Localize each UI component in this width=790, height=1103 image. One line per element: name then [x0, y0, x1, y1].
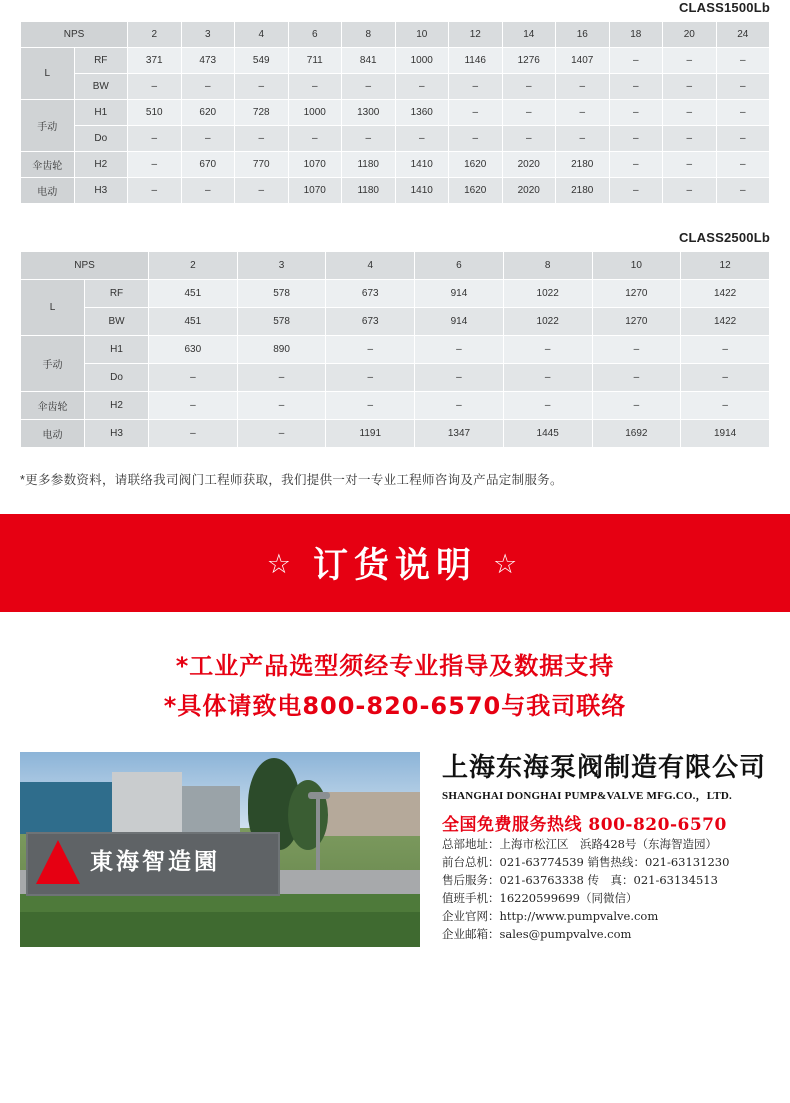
cell: 1410	[395, 178, 449, 204]
headline-line-1: *工业产品选型须经专业指导及数据支持	[175, 652, 615, 680]
cell: 1360	[395, 100, 449, 126]
table-row	[21, 126, 770, 152]
cell: –	[149, 420, 238, 448]
cell: 578	[237, 280, 326, 308]
cell: –	[449, 100, 503, 126]
col-head: 8	[342, 22, 396, 48]
cell: 1022	[503, 280, 592, 308]
email-line[interactable]: 企业邮箱：sales@pumpvalve.com	[442, 927, 632, 941]
photo-wall-text: 東海智造園	[90, 849, 220, 875]
col-head: 4	[326, 252, 415, 280]
table-block-1500	[20, 0, 770, 204]
headline-block	[0, 646, 790, 726]
cell: –	[128, 74, 182, 100]
contact-line: 值班手机：16220599699（同微信）	[442, 891, 638, 905]
footnote: *更多参数资料，请联络我司阀门工程师获取，我们提供一对一专业工程师咨询及产品定制服务。	[20, 473, 563, 487]
cell: 914	[415, 280, 504, 308]
cell: –	[681, 392, 770, 420]
row-sub-label: RF	[74, 48, 128, 74]
cell: –	[681, 336, 770, 364]
cell: 1146	[449, 48, 503, 74]
cell: 770	[235, 152, 289, 178]
cell: –	[716, 100, 770, 126]
cell: –	[609, 48, 663, 74]
col-head: 8	[503, 252, 592, 280]
cell: 1445	[503, 420, 592, 448]
cell: –	[609, 178, 663, 204]
cell: 1180	[342, 178, 396, 204]
table-row	[21, 420, 770, 448]
col-head: 24	[716, 22, 770, 48]
cell: 1422	[681, 280, 770, 308]
cell: –	[326, 364, 415, 392]
cell: –	[128, 152, 182, 178]
cell: 1270	[592, 280, 681, 308]
photo-building-1	[20, 782, 112, 834]
cell: –	[237, 364, 326, 392]
cell: 371	[128, 48, 182, 74]
col-head: 2	[149, 252, 238, 280]
cell: 578	[237, 308, 326, 336]
cell: –	[609, 74, 663, 100]
cell: –	[556, 74, 610, 100]
row-sub-label: H2	[85, 392, 149, 420]
footer	[20, 752, 770, 947]
table-block-2500	[20, 230, 770, 448]
cell: –	[609, 100, 663, 126]
cell: –	[415, 336, 504, 364]
table-row	[21, 364, 770, 392]
table-row	[21, 178, 770, 204]
col-head: 3	[181, 22, 235, 48]
cell: 451	[149, 308, 238, 336]
company-info	[420, 752, 770, 947]
cell: –	[181, 74, 235, 100]
table-row	[21, 308, 770, 336]
cell: –	[395, 126, 449, 152]
row-sub-label: BW	[74, 74, 128, 100]
company-name-en: SHANGHAI DONGHAI PUMP&VALVE MFG.CO.，LTD.	[442, 790, 732, 802]
cell: 1276	[502, 48, 556, 74]
cell: 673	[326, 308, 415, 336]
contact-line: 前台总机：021-63774539 销售热线：021-63131230	[442, 855, 730, 869]
cell: 1022	[503, 308, 592, 336]
cell: 841	[342, 48, 396, 74]
cell: –	[237, 392, 326, 420]
cell: 1270	[592, 308, 681, 336]
cell: –	[609, 126, 663, 152]
contact-line: 售后服务：021-63763338 传 真：021-63134513	[442, 873, 718, 887]
col-head: 10	[395, 22, 449, 48]
cell: 1191	[326, 420, 415, 448]
cell: 673	[326, 280, 415, 308]
cell: –	[415, 392, 504, 420]
spec-table-1500	[20, 21, 770, 204]
table-row	[21, 48, 770, 74]
cell: 1347	[415, 420, 504, 448]
cell: 620	[181, 100, 235, 126]
row-group-label: 电动	[21, 420, 85, 448]
banner-title: 订货说明	[312, 546, 477, 586]
cell: –	[592, 364, 681, 392]
order-instructions-banner	[0, 514, 790, 612]
star-right-icon: ☆	[493, 549, 524, 580]
cell: 1000	[395, 48, 449, 74]
cell: –	[592, 392, 681, 420]
header-nps: NPS	[21, 252, 149, 280]
cell: –	[128, 178, 182, 204]
cell: –	[395, 74, 449, 100]
photo-building-3	[182, 786, 240, 834]
table-title-2500: CLASS2500Lb	[678, 230, 770, 245]
cell: 2020	[502, 152, 556, 178]
photo-building-4	[320, 792, 420, 836]
cell: –	[449, 74, 503, 100]
row-group-label: 伞齿轮	[21, 392, 85, 420]
col-head: 4	[235, 22, 289, 48]
cell: –	[716, 126, 770, 152]
cell: –	[503, 392, 592, 420]
row-group-label: L	[21, 48, 75, 100]
cell: 2020	[502, 178, 556, 204]
cell: 1410	[395, 152, 449, 178]
cell: 728	[235, 100, 289, 126]
cell: –	[288, 74, 342, 100]
row-sub-label: H3	[85, 420, 149, 448]
col-head: 12	[449, 22, 503, 48]
cell: –	[716, 152, 770, 178]
cell: –	[128, 126, 182, 152]
cell: –	[716, 178, 770, 204]
col-head: 14	[502, 22, 556, 48]
contact-line: 总部地址：上海市松江区 浜路428号（东海智造园）	[442, 837, 717, 851]
cell: –	[235, 178, 289, 204]
cell: 1914	[681, 420, 770, 448]
row-group-label: 手动	[21, 100, 75, 152]
row-sub-label: H3	[74, 178, 128, 204]
cell: –	[663, 48, 717, 74]
col-head: 16	[556, 22, 610, 48]
hotline: 全国免费服务热线 800-820-6570	[442, 815, 727, 835]
row-group-label: 电动	[21, 178, 75, 204]
cell: –	[663, 178, 717, 204]
company-name-cn: 上海东海泵阀制造有限公司	[442, 753, 767, 783]
row-sub-label: H2	[74, 152, 128, 178]
cell: –	[663, 152, 717, 178]
table-row	[21, 336, 770, 364]
cell: –	[181, 178, 235, 204]
cell: –	[149, 364, 238, 392]
table-row	[21, 280, 770, 308]
row-sub-label: RF	[85, 280, 149, 308]
cell: –	[609, 152, 663, 178]
cell: 1070	[288, 152, 342, 178]
banner-content	[251, 538, 539, 588]
col-head: 12	[681, 252, 770, 280]
col-head: 6	[415, 252, 504, 280]
row-sub-label: H1	[74, 100, 128, 126]
factory-photo	[20, 752, 420, 947]
cell: –	[592, 336, 681, 364]
header-nps: NPS	[21, 22, 128, 48]
row-group-label: 伞齿轮	[21, 152, 75, 178]
col-head: 3	[237, 252, 326, 280]
cell: –	[681, 364, 770, 392]
cell: –	[288, 126, 342, 152]
cell: 451	[149, 280, 238, 308]
col-head: 6	[288, 22, 342, 48]
table-title-1500: CLASS1500Lb	[678, 0, 770, 15]
cell: –	[149, 392, 238, 420]
cell: 890	[237, 336, 326, 364]
cell: 1000	[288, 100, 342, 126]
col-head: 2	[128, 22, 182, 48]
cell: –	[716, 74, 770, 100]
cell: 670	[181, 152, 235, 178]
cell: 630	[149, 336, 238, 364]
cell: –	[502, 126, 556, 152]
cell: –	[237, 420, 326, 448]
table-row	[21, 100, 770, 126]
cell: –	[415, 364, 504, 392]
cell: 1692	[592, 420, 681, 448]
spec-table-2500	[20, 251, 770, 448]
table-header-row	[21, 252, 770, 280]
cell: 1300	[342, 100, 396, 126]
star-left-icon: ☆	[266, 549, 297, 580]
cell: –	[449, 126, 503, 152]
cell: –	[556, 126, 610, 152]
cell: 510	[128, 100, 182, 126]
cell: 2180	[556, 152, 610, 178]
cell: –	[556, 100, 610, 126]
cell: –	[326, 392, 415, 420]
cell: 1407	[556, 48, 610, 74]
row-sub-label: Do	[74, 126, 128, 152]
table-row	[21, 74, 770, 100]
cell: 473	[181, 48, 235, 74]
cell: –	[181, 126, 235, 152]
cell: –	[716, 48, 770, 74]
cell: 1180	[342, 152, 396, 178]
cell: 549	[235, 48, 289, 74]
row-sub-label: BW	[85, 308, 149, 336]
photo-lamp-head	[308, 792, 330, 799]
cell: 1070	[288, 178, 342, 204]
cell: –	[502, 100, 556, 126]
cell: 1422	[681, 308, 770, 336]
cell: –	[503, 336, 592, 364]
cell: 711	[288, 48, 342, 74]
cell: 2180	[556, 178, 610, 204]
cell: 1620	[449, 178, 503, 204]
row-sub-label: Do	[85, 364, 149, 392]
headline-line-2: *具体请致电800-820-6570与我司联络	[163, 692, 627, 720]
row-sub-label: H1	[85, 336, 149, 364]
table-row	[21, 152, 770, 178]
row-group-label: L	[21, 280, 85, 336]
cell: –	[663, 74, 717, 100]
col-head: 10	[592, 252, 681, 280]
cell: 914	[415, 308, 504, 336]
photo-building-2	[112, 772, 182, 834]
cell: –	[235, 126, 289, 152]
col-head: 18	[609, 22, 663, 48]
table-row	[21, 392, 770, 420]
website-line[interactable]: 企业官网：http://www.pumpvalve.com	[442, 909, 659, 923]
photo-tree-2	[288, 780, 328, 850]
cell: –	[342, 126, 396, 152]
cell: –	[663, 100, 717, 126]
cell: –	[503, 364, 592, 392]
cell: –	[326, 336, 415, 364]
cell: 1620	[449, 152, 503, 178]
row-group-label: 手动	[21, 336, 85, 392]
cell: –	[502, 74, 556, 100]
col-head: 20	[663, 22, 717, 48]
cell: –	[235, 74, 289, 100]
cell: –	[663, 126, 717, 152]
table-header-row	[21, 22, 770, 48]
photo-lawn-shadow	[20, 912, 420, 947]
cell: –	[342, 74, 396, 100]
